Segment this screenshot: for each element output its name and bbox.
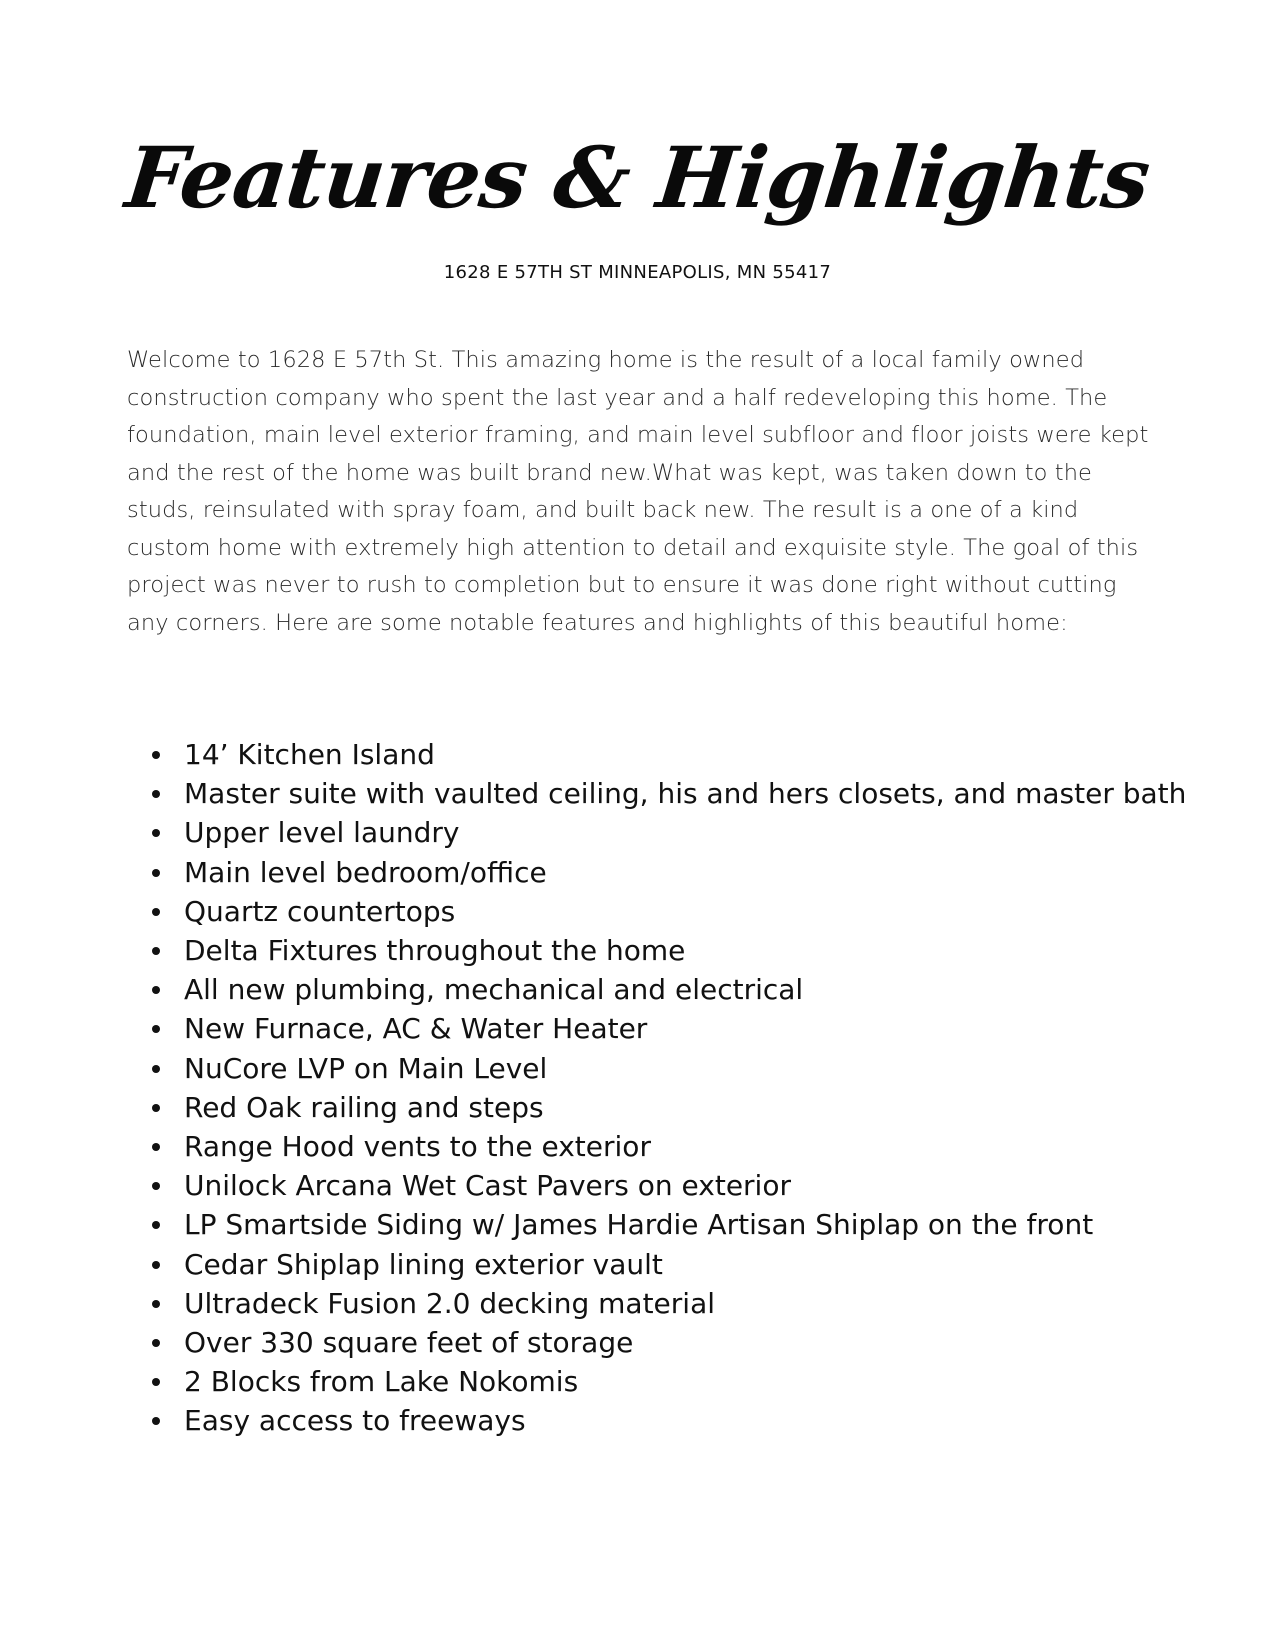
- features-list: [152, 735, 1252, 1441]
- bullet-icon: [152, 1104, 160, 1112]
- feature-text: Quartz countertops: [184, 894, 456, 928]
- bullet-icon: [152, 790, 160, 798]
- feature-text: Red Oak railing and steps: [184, 1090, 544, 1124]
- feature-item: [152, 813, 1252, 852]
- bullet-icon: [152, 1300, 160, 1308]
- feature-text: NuCore LVP on Main Level: [184, 1051, 548, 1085]
- feature-text: Ultradeck Fusion 2.0 decking material: [184, 1286, 716, 1320]
- feature-text: Cedar Shiplap lining exterior vault: [184, 1247, 663, 1281]
- feature-item: [152, 1166, 1252, 1205]
- bullet-icon: [152, 1143, 160, 1151]
- feature-item: [152, 1362, 1252, 1401]
- feature-item: [152, 853, 1252, 892]
- feature-text: 2 Blocks from Lake Nokomis: [184, 1365, 579, 1399]
- bullet-icon: [152, 1261, 160, 1269]
- feature-text: Delta Fixtures throughout the home: [184, 934, 686, 968]
- bullet-icon: [152, 1182, 160, 1190]
- bullet-icon: [152, 751, 160, 759]
- feature-item: [152, 931, 1252, 970]
- feature-text: Upper level laundry: [184, 816, 460, 850]
- property-address: 1628 E 57TH ST MINNEAPOLIS, MN 55417: [443, 262, 832, 283]
- bullet-icon: [152, 1221, 160, 1229]
- feature-item: [152, 1009, 1252, 1048]
- feature-item: [152, 1205, 1252, 1244]
- feature-text: 14’ Kitchen Island: [184, 738, 435, 771]
- bullet-icon: [152, 1417, 160, 1425]
- feature-text: Main level bedroom/office: [184, 855, 547, 889]
- page-title: Features & Highlights: [121, 128, 1154, 227]
- bullet-icon: [152, 947, 160, 955]
- feature-item: [152, 970, 1252, 1009]
- feature-text: Over 330 square feet of storage: [184, 1326, 634, 1360]
- bullet-icon: [152, 986, 160, 994]
- bullet-icon: [152, 869, 160, 877]
- feature-item: [152, 1088, 1252, 1127]
- feature-text: New Furnace, AC & Water Heater: [184, 1012, 648, 1046]
- feature-item: [152, 1284, 1252, 1323]
- feature-item: [152, 1401, 1252, 1440]
- feature-text: Range Hood vents to the exterior: [184, 1130, 651, 1164]
- feature-item: [152, 1127, 1252, 1166]
- feature-item: [152, 774, 1252, 813]
- feature-text: Master suite with vaulted ceiling, his and hers closets, and master bath: [184, 777, 1187, 811]
- feature-text: All new plumbing, mechanical and electrical: [184, 973, 804, 1007]
- intro-paragraph: Welcome to 1628 E 57th St. This amazing home is the result of a local family owned construction company who spent the last year and a half redeveloping this home. The foundation, main level exterior framing, and main level subfloor and floor joists were kept and the rest of the home was built brand new.What was kept, was taken down to the studs, reinsulated with spray foam, and built back new. The result is a one of a kind custom home with extremely high attention to detail and exquisite style. The goal of this project was never to rush to completion but to ensure it was done right without cutting any corners. Here are some notable features and highlights of this beautiful home:: [127, 347, 1149, 636]
- feature-text: Easy access to freeways: [184, 1404, 526, 1438]
- feature-item: [152, 1049, 1252, 1088]
- bullet-icon: [152, 908, 160, 916]
- feature-text: Unilock Arcana Wet Cast Pavers on exterior: [184, 1169, 791, 1203]
- feature-item: [152, 892, 1252, 931]
- feature-item: [152, 1245, 1252, 1284]
- bullet-icon: [152, 1339, 160, 1347]
- bullet-icon: [152, 829, 160, 837]
- bullet-icon: [152, 1025, 160, 1033]
- feature-item: [152, 1323, 1252, 1362]
- bullet-icon: [152, 1065, 160, 1073]
- bullet-icon: [152, 1378, 160, 1386]
- feature-text: LP Smartside Siding w/ James Hardie Artisan Shiplap on the front: [184, 1208, 1094, 1242]
- feature-item: [152, 735, 1252, 774]
